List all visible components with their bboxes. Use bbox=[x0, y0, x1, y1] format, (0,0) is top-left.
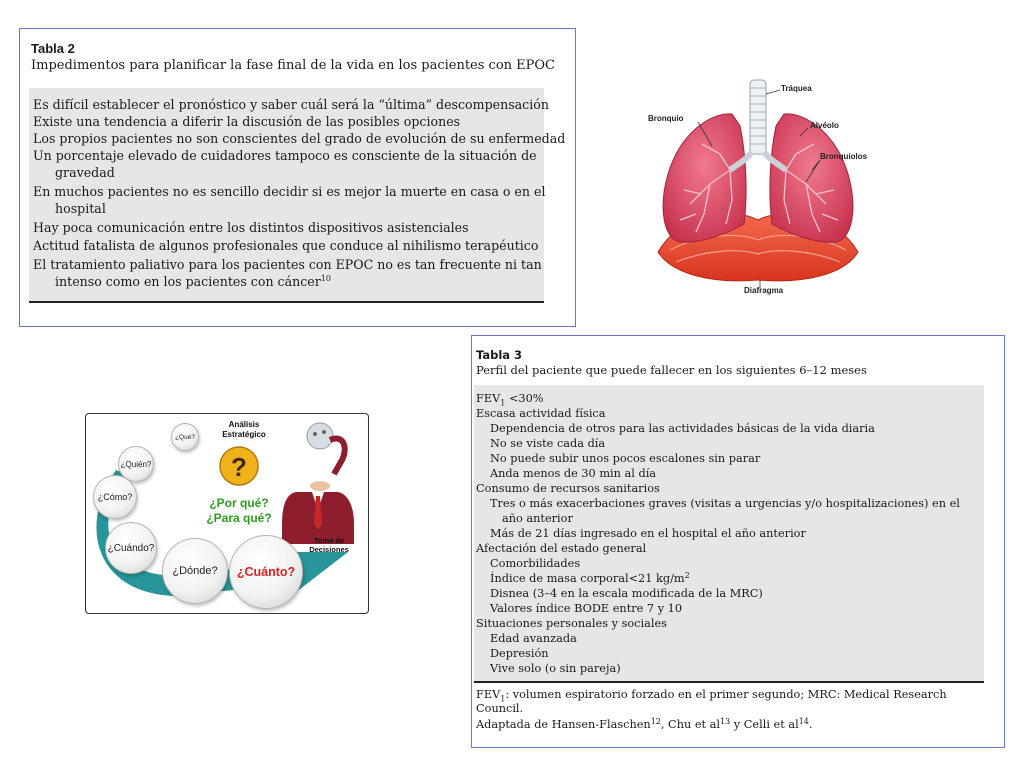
table-row: Hay poca comunicación entre los distintos dispositivos asistenciales bbox=[33, 220, 469, 235]
table-row-continuation: intenso como en los pacientes con cáncer$^{10}$ bbox=[55, 274, 331, 289]
bubble-quien: ¿Quién? bbox=[118, 446, 154, 482]
table-row: Más de 21 días ingresado en el hospital el año anterior bbox=[490, 527, 806, 540]
table-row: Disnea (3–4 en la escala modificada de la MRC) bbox=[490, 587, 763, 600]
table-row: Actitud fatalista de algunos profesionales que conduce al nihilismo terapéutico bbox=[33, 238, 539, 253]
table-2-subtitle: Impedimentos para planificar la fase final de la vida en los pacientes con EPOC bbox=[31, 58, 555, 73]
table-row-section: Escasa actividad física bbox=[476, 407, 606, 420]
table-2-bottom-rule bbox=[29, 301, 544, 303]
table-row-section: Consumo de recursos sanitarios bbox=[476, 482, 660, 495]
table-3-footnote-cont: Council. bbox=[476, 702, 524, 715]
table-3 bbox=[471, 335, 1005, 748]
table-row: El tratamiento paliativo para los pacientes con EPOC no es tan frecuente ni tan bbox=[33, 257, 542, 272]
table-row: Comorbilidades bbox=[490, 557, 581, 570]
table-row: No se viste cada día bbox=[490, 437, 606, 450]
strategic-analysis-figure bbox=[85, 413, 369, 614]
strategy-heading: Análisis Estratégico bbox=[222, 420, 266, 439]
table-3-title: Tabla 3 bbox=[476, 348, 523, 362]
reference-number: 10 bbox=[320, 274, 331, 283]
svg-text:?: ? bbox=[231, 452, 247, 482]
table-row: Vive solo (o sin pareja) bbox=[490, 662, 621, 675]
table-3-footnote: $FEV_1$: volumen espiratorio forzado en el primer segundo; MRC: Medical Research bbox=[476, 688, 947, 704]
table-row-section: Afectación del estado general bbox=[476, 542, 647, 555]
table-2-title: Tabla 2 bbox=[31, 41, 75, 56]
lungs-illustration bbox=[640, 74, 875, 296]
table-row: Índice de masa corporal<21 $kg/m^2$ bbox=[490, 571, 690, 585]
businessman-icon bbox=[282, 423, 354, 544]
lungs-drawing bbox=[640, 74, 875, 296]
table-row-continuation: año anterior bbox=[502, 512, 573, 525]
table-row-continuation: gravedad bbox=[55, 165, 115, 180]
bubble-cuanto: ¿Cuánto? bbox=[229, 535, 303, 609]
bubble-que: ¿Qué? bbox=[171, 423, 199, 451]
table-row: Los propios pacientes no son conscientes del grado de evolución de su enfermedad bbox=[33, 131, 566, 146]
table-3-subtitle: Perfil del paciente que puede fallecer en los siguientes 6–12 meses bbox=[476, 363, 867, 377]
table-row: Es difícil establecer el pronóstico y saber cuál será la “última” descompensación bbox=[33, 97, 549, 112]
bubble-cuando: ¿Cuándo? bbox=[105, 522, 157, 574]
table-row: Depresión bbox=[490, 647, 549, 660]
table-row: Anda menos de 30 min al día bbox=[490, 467, 657, 480]
right-lung bbox=[770, 114, 853, 242]
table-row: Edad avanzada bbox=[490, 632, 577, 645]
table-2 bbox=[19, 28, 576, 327]
trachea bbox=[750, 80, 766, 154]
table-row: Valores índice BODE entre 7 y 10 bbox=[490, 602, 683, 615]
table-row: Existe una tendencia a diferir la discusión de las posibles opciones bbox=[33, 114, 461, 129]
table-3-bottom-rule bbox=[474, 681, 984, 683]
label-traquea: Tráquea bbox=[781, 84, 812, 93]
table-row: No puede subir unos pocos escalones sin parar bbox=[490, 452, 761, 465]
table-row-section: Situaciones personales y sociales bbox=[476, 617, 667, 630]
label-diafragma: Diafragma bbox=[744, 286, 784, 295]
bubble-como: ¿Cómo? bbox=[93, 475, 137, 519]
table-row-continuation: hospital bbox=[55, 201, 106, 216]
decision-making-label: Toma de Decisiones bbox=[309, 536, 349, 554]
table-row: Dependencia de otros para las actividades básicas de la vida diaria bbox=[490, 422, 875, 435]
label-bronquiolos: Bronquiolos bbox=[820, 152, 868, 161]
table-row: En muchos pacientes no es sencillo decidir si es mejor la muerte en casa o en el bbox=[33, 184, 546, 199]
center-questions: ¿Por qué? ¿Para qué? bbox=[206, 496, 272, 525]
label-bronquio: Bronquio bbox=[648, 114, 684, 123]
table-row: Un porcentaje elevado de cuidadores tampoco es consciente de la situación de bbox=[33, 148, 537, 163]
label-alveolo: Alvéolo bbox=[810, 121, 839, 130]
table-row: $FEV_1 <30\%$ bbox=[476, 392, 544, 408]
table-3-source: Adaptada de Hansen-Flaschen$^{12}$, Chu et $al^{13}$ y Celli et $al^{14}$. bbox=[476, 717, 813, 731]
table-row: Tres o más exacerbaciones graves (visitas a urgencias y/o hospitalizaciones) en el bbox=[490, 497, 960, 510]
bubble-donde: ¿Dónde? bbox=[162, 538, 228, 604]
